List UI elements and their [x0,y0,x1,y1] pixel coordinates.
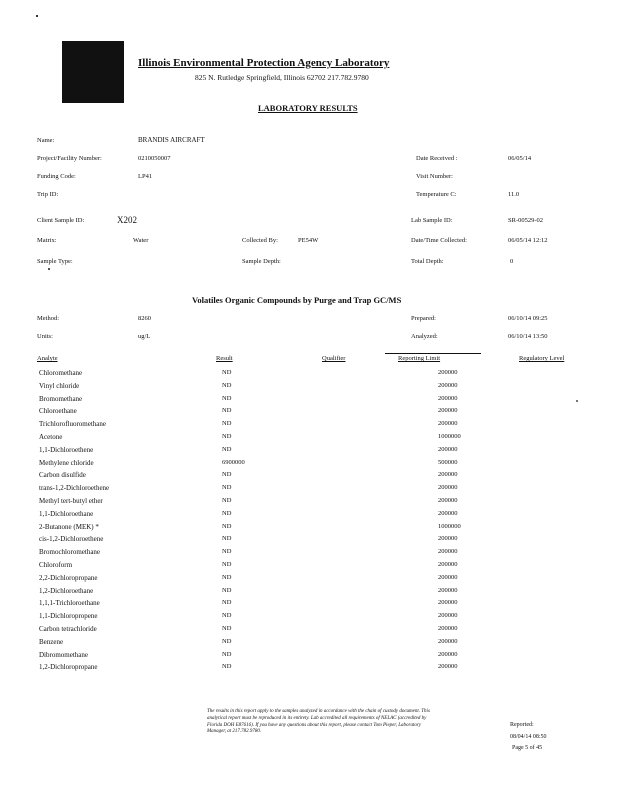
table-row-result: ND [222,471,232,479]
table-row-limit: 200000 [438,497,458,504]
table-row-limit: 200000 [438,650,458,658]
units-value: ug/L [138,333,151,340]
table-row-result: ND [222,625,232,632]
analyzed-value: 06/10/14 13:50 [508,333,548,340]
table-row-result: ND [222,637,232,645]
collected-by-value: PE54W [298,237,319,244]
table-row-analyte: Bromochloromethane [39,548,101,557]
table-row-result: ND [222,369,232,376]
total-depth-value: 0 [510,258,514,265]
report-footnote: The results in this report apply to the samples analyzed in accordance with the chain of custody document. This analytical report must be reproduced in its entirety. Lab accredited all requirements of NELAC (accredited by Florida DOH E87616). If you have any questions about this report, please contact Tom Pieper, Laboratory Manager, at 217.782.9780. [207,709,430,735]
report-title: LABORATORY RESULTS [258,103,358,113]
table-row-limit: 1000000 [438,522,461,530]
table-row-analyte: cis-1,2-Dichloroethene [39,535,104,544]
sample-depth-label: Sample Depth: [242,258,281,265]
table-row-limit: 200000 [438,471,458,479]
project-value: 0210050007 [138,155,171,162]
lab-sample-label: Lab Sample ID: [411,217,453,224]
table-row-result: ND [222,612,232,620]
table-row-limit: 200000 [438,535,458,543]
section-title: Volatiles Organic Compounds by Purge and Trap GC/MS [192,295,402,305]
lab-address: 825 N. Rutledge Springfield, Illinois 62702 217.782.9780 [195,73,369,82]
trip-label: Trip ID: [37,191,59,198]
collected-by-label: Collected By: [242,237,278,244]
table-row-limit: 200000 [438,637,458,645]
table-row-limit: 500000 [438,458,458,466]
table-row-result: ND [222,484,232,492]
table-row-result: ND [222,445,232,453]
table-row-analyte: Trichlorofluoromethane [39,420,107,429]
table-row-result: 6900000 [222,458,245,466]
table-row-analyte: Chloromethane [39,369,83,377]
table-row-limit: 200000 [438,612,458,620]
scan-speck [36,15,38,17]
table-row-analyte: Acetone [39,433,63,441]
date-collected-label: Date/Time Collected: [411,237,467,244]
table-row-analyte: 1,1,1-Trichloroethane [39,599,100,608]
table-row-analyte: Dibromomethane [39,650,88,659]
table-row-result: ND [222,573,232,581]
table-row-limit: 200000 [438,484,458,492]
table-row-analyte: Carbon disulfide [39,471,86,480]
table-row-analyte: Bromomethane [39,394,83,403]
table-row-limit: 200000 [438,586,458,594]
temperature-value: 11.0 [508,191,520,198]
analyzed-label: Analyzed: [411,333,438,340]
table-row-analyte: Methyl tert-butyl ether [39,497,103,505]
funding-value: LP41 [138,173,153,180]
table-row-result: ND [222,381,232,389]
funding-label: Funding Code: [37,173,76,180]
table-row-result: ND [222,599,232,607]
table-row-result: ND [222,586,232,594]
table-row-result: ND [222,407,232,415]
table-row-analyte: Carbon tetrachloride [39,625,97,633]
table-row-limit: 200000 [438,663,458,671]
temperature-label: Temperature C: [416,191,457,198]
units-label: Units: [37,333,53,340]
table-row-limit: 200000 [438,561,458,568]
table-row-analyte: 2-Butanone (MEK) * [39,522,99,531]
sample-type-label: Sample Type: [37,258,73,265]
col-header-reporting-limit: Reporting Limit [398,355,441,362]
table-row-result: ND [222,650,232,658]
table-row-analyte: Chloroethane [39,407,77,416]
scan-speck [48,268,50,270]
method-value: 8260 [138,315,151,322]
table-row-limit: 200000 [438,599,458,607]
table-row-limit: 200000 [438,394,458,402]
matrix-label: Matrix: [37,237,57,244]
table-row-limit: 200000 [438,420,458,428]
table-row-analyte: 1,1-Dichloroethane [39,509,94,518]
header-rule [385,353,481,354]
table-row-analyte: Chloroform [39,561,73,569]
reported-value: 08/04/14 08:50 [510,734,547,740]
reported-label: Reported: [510,722,534,728]
name-label: Name: [37,137,55,144]
table-row-result: ND [222,433,232,440]
table-row-limit: 200000 [438,445,458,453]
project-label: Project/Facility Number: [37,155,102,162]
table-row-limit: 200000 [438,509,458,517]
table-row-result: ND [222,420,232,428]
prepared-value: 06/10/14 09:25 [508,315,548,322]
table-row-limit: 200000 [438,381,458,389]
table-row-result: ND [222,522,232,530]
client-id-value: X202 [117,215,137,225]
table-row-limit: 200000 [438,573,458,581]
table-row-analyte: Benzene [39,637,64,646]
table-row-limit: 200000 [438,548,458,556]
table-row-result: ND [222,548,232,556]
table-row-result: ND [222,561,232,568]
table-row-analyte: 1,2-Dichloropropane [39,663,98,672]
table-row-analyte: 2,2-Dichloropropane [39,573,98,582]
name-value: BRANDIS AIRCRAFT [138,136,205,144]
page-number: Page 5 of 45 [512,745,543,751]
col-header-qualifier: Qualifier [322,355,346,362]
table-row-result: ND [222,497,232,504]
table-row-limit: 1000000 [438,433,461,440]
table-row-result: ND [222,535,232,543]
table-row-analyte: 1,1-Dichloropropene [39,612,98,621]
table-row-result: ND [222,394,232,402]
table-row-analyte: Methylene chloride [39,458,94,467]
table-row-result: ND [222,663,232,671]
table-row-limit: 200000 [438,369,458,376]
table-row-analyte: 1,1-Dichloroethene [39,445,94,454]
lab-sample-value: SR-00529-02 [508,217,544,224]
table-row-limit: 200000 [438,407,458,415]
col-header-analyte: Analyte [37,355,58,362]
lab-name: Illinois Environmental Protection Agency Laboratory [138,57,390,69]
date-received-value: 06/05/14 [508,155,532,162]
table-row-analyte: 1,2-Dichloroethane [39,586,94,595]
total-depth-label: Total Depth: [411,258,444,265]
date-collected-value: 06/05/14 12:12 [508,237,548,244]
agency-logo [62,41,124,103]
table-row-result: ND [222,509,232,517]
col-header-regulatory-level: Regulatory Level [519,355,565,362]
method-label: Method: [37,315,60,322]
table-row-analyte: Vinyl chloride [39,381,80,390]
date-received-label: Date Received : [416,155,458,162]
col-header-result: Result [216,355,233,362]
visit-label: Visit Number: [416,173,453,180]
client-id-label: Client Sample ID: [37,217,85,224]
matrix-value: Water [133,237,149,244]
table-row-analyte: trans-1,2-Dichloroethene [39,484,110,493]
table-row-limit: 200000 [438,625,458,632]
scan-speck [576,400,578,402]
prepared-label: Prepared: [411,315,436,322]
